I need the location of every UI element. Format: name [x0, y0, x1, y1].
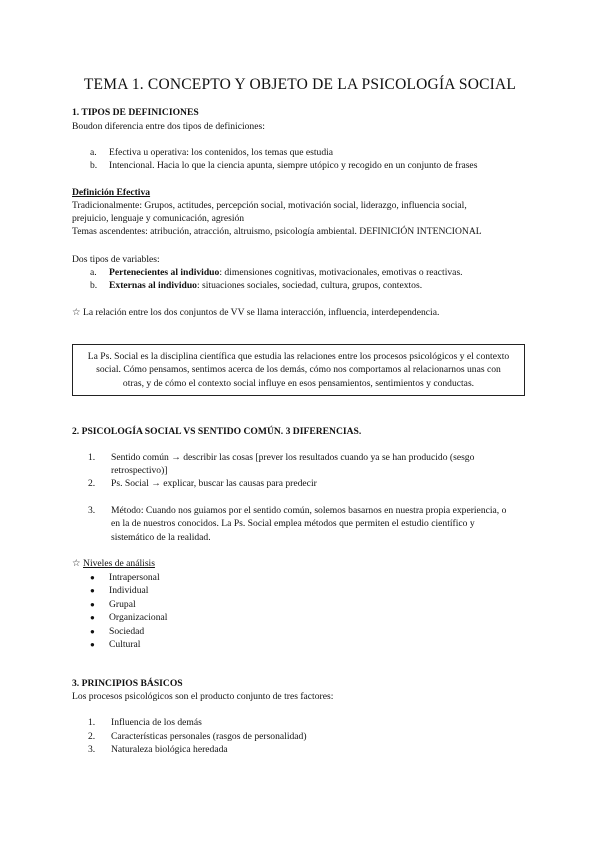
list-item	[88, 743, 228, 756]
list-text: Características personales (rasgos de personalidad)	[111, 731, 307, 742]
list-item	[90, 146, 333, 159]
bullet-icon: ●	[90, 599, 95, 609]
list-marker: b.	[90, 280, 98, 291]
list-marker: 1.	[88, 452, 96, 463]
list-text: Cultural	[109, 639, 141, 651]
bullet-icon: ●	[90, 586, 95, 596]
list-marker: 2.	[88, 731, 96, 742]
section-intro: Los procesos psicológicos son el producto conjunto de tres factores:	[72, 691, 334, 702]
levels-title	[72, 557, 155, 570]
subheading: Niveles de análisis	[83, 558, 155, 569]
paragraph-line: Tradicionalmente: Grupos, actitudes, percepción social, motivación social, liderazgo, influencia social,	[72, 200, 467, 211]
list-text: Organizacional	[109, 612, 168, 624]
paragraph-line: Dos tipos de variables:	[72, 254, 160, 265]
list-marker: 3.	[88, 744, 96, 755]
star-note: ☆ La relación entre los dos conjuntos de VV se llama interacción, influencia, interdependencia.	[72, 307, 440, 318]
list-item	[88, 730, 307, 743]
list-text: sistemático de la realidad.	[111, 531, 211, 543]
term: Pertenecientes al individuo	[109, 267, 220, 278]
list-item	[88, 451, 474, 478]
list-text: : dimensiones cognitivas, motivacionales, emotivas o reactivas.	[219, 267, 463, 278]
section-intro: Boudon diferencia entre dos tipos de definiciones:	[72, 121, 265, 132]
list-text: Grupal	[109, 598, 136, 610]
bullet-icon: ●	[90, 613, 95, 623]
star-icon: ☆	[72, 558, 81, 569]
list-text: Intrapersonal	[109, 572, 160, 583]
list-marker: a.	[90, 147, 97, 158]
list-marker: 2.	[88, 478, 96, 489]
list-text: Influencia de los demás	[111, 717, 202, 728]
list-text: Naturaleza biológica heredada	[111, 744, 228, 755]
list-item	[90, 598, 167, 611]
list-marker: 1.	[88, 717, 96, 728]
list-item	[88, 477, 317, 490]
list-item	[90, 611, 167, 624]
list-text: Individual	[109, 585, 149, 597]
term: Externas al individuo	[109, 280, 197, 291]
list-item	[90, 638, 167, 651]
subheading: Definición Efectiva	[72, 187, 151, 198]
levels-list	[90, 571, 167, 651]
list-text: Sociedad	[109, 625, 145, 637]
bullet-icon: ●	[90, 640, 95, 650]
list-text: Sentido común → describir las cosas [prever los resultados cuando ya se han producido (sesgo	[111, 452, 475, 463]
list-text: Intencional. Hacia lo que la ciencia apunta, siempre utópico y recogido en un conjunto de frases	[109, 160, 478, 171]
list-item	[90, 159, 477, 172]
section-heading: 3. PRINCIPIOS BÁSICOS	[72, 678, 183, 689]
list-item	[90, 584, 167, 597]
box-line: La Ps. Social es la disciplina científica que estudia las relaciones entre los procesos psicológicos y el contexto	[87, 351, 510, 362]
list-item	[88, 504, 506, 544]
list-marker: 3.	[88, 505, 96, 516]
list-text: Efectiva u operativa: los contenidos, los temas que estudia	[109, 147, 334, 158]
list-text: en la de nuestros conocidos. La Ps. Social emplea métodos que permiten el estudio científico y	[111, 518, 475, 530]
paragraph-line: Temas ascendentes: atribución, atracción, altruismo, psicología ambiental. DEFINICIÓN INTENCIONAL	[72, 226, 482, 237]
box-line: otras, y de cómo el contexto social influye en esos pensamientos, sentimientos y conductas.	[122, 377, 475, 389]
list-text: : situaciones sociales, sociedad, cultura, grupos, contextos.	[196, 280, 423, 291]
definition-box	[72, 344, 525, 396]
section-heading: 2. PSICOLOGÍA SOCIAL VS SENTIDO COMÚN. 3 DIFERENCIAS.	[72, 426, 362, 437]
bullet-icon: ●	[90, 626, 95, 636]
list-marker: a.	[90, 267, 97, 278]
list-text: Método: Cuando nos guiamos por el sentido común, solemos basarnos en nuestra propia experiencia, o	[111, 505, 507, 516]
list-item	[88, 716, 202, 729]
list-text: retrospectivo)]	[111, 465, 168, 477]
list-marker: b.	[90, 160, 98, 171]
paragraph-line: prejuicio, lenguaje y comunicación, agresión	[72, 213, 245, 224]
section-heading: 1. TIPOS DE DEFINICIONES	[72, 107, 199, 118]
list-text: Ps. Social → explicar, buscar las causas para predecir	[111, 478, 317, 489]
bullet-icon: ●	[90, 573, 95, 582]
list-item	[90, 266, 463, 279]
list-item	[90, 625, 167, 638]
page-title: TEMA 1. CONCEPTO Y OBJETO DE LA PSICOLOGÍA SOCIAL	[83, 76, 517, 93]
list-item	[90, 279, 422, 292]
list-item	[90, 571, 167, 584]
box-line: social. Cómo pensamos, sentimos acerca de los demás, cómo nos comportamos al relacionarnos unas con	[96, 364, 501, 376]
